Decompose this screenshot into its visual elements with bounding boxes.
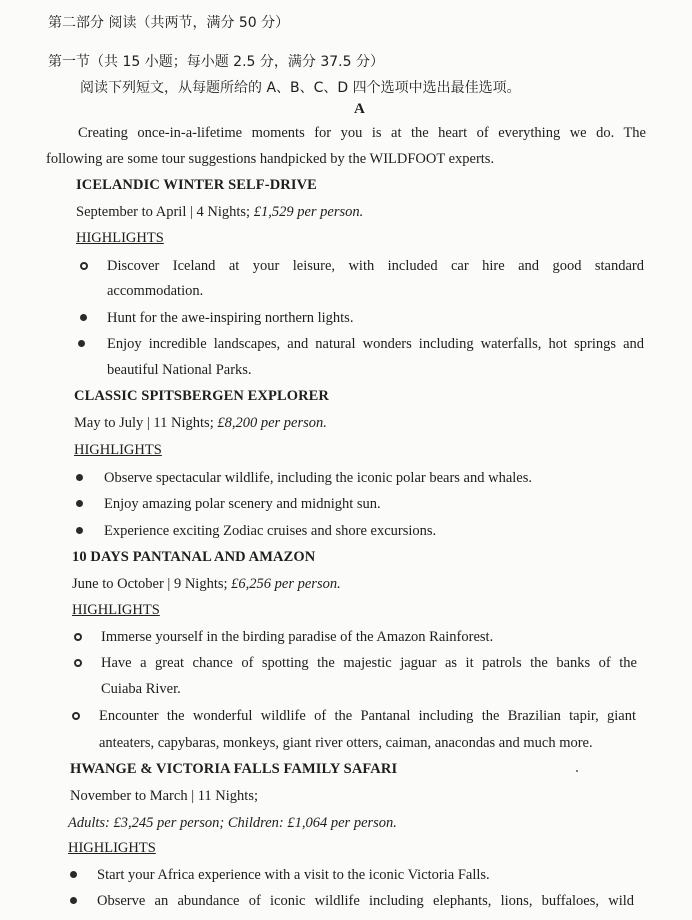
bullet-icon [72, 712, 80, 720]
intro-line-2: following are some tour suggestions handpicked by the WILDFOOT experts. [46, 151, 495, 167]
intro-line-1: Creating once-in-a-lifetime moments for you is at the heart of everything we do. The [78, 125, 646, 141]
bullet-icon [74, 633, 82, 641]
highlights-label: HIGHLIGHTS [74, 442, 162, 458]
instruction: 阅读下列短文，从每题所给的 A、B、C、D 四个选项中选出最佳选项。 [80, 80, 521, 96]
tour-price: £6,256 per person. [231, 576, 341, 592]
highlight-item-line: Encounter the wonderful wildlife of the Pantanal including the Brazilian tapir, giant [99, 708, 636, 724]
tour-dates [72, 576, 341, 593]
tour-price: Adults: £3,245 per person; Children: £1,064 per person. [68, 815, 397, 831]
tour-price: £1,529 per person. [253, 204, 364, 220]
section-title: 第一节（共 15 小题；每小题 2.5 分，满分 37.5 分） [48, 54, 384, 70]
tour-title: 10 DAYS PANTANAL AND AMAZON [72, 549, 316, 565]
highlight-item-line: beautiful National Parks. [107, 362, 252, 378]
highlight-item-line: accommodation. [107, 283, 204, 299]
highlights-label: HIGHLIGHTS [68, 840, 156, 856]
tour-price: £8,200 per person. [217, 415, 327, 431]
tour-dates [74, 415, 327, 432]
part-title: 第二部分 阅读（共两节，满分 50 分） [48, 15, 290, 31]
highlight-item-line: Enjoy amazing polar scenery and midnight sun. [104, 496, 381, 512]
passage-label: A [354, 101, 365, 117]
bullet-icon [76, 527, 83, 534]
highlights-label: HIGHLIGHTS [72, 602, 160, 618]
highlight-item-line: anteaters, capybaras, monkeys, giant river otters, caiman, anacondas and much more. [99, 735, 593, 751]
tour-title: ICELANDIC WINTER SELF-DRIVE [76, 177, 317, 193]
highlight-item-line: Observe an abundance of iconic wildlife including elephants, lions, buffaloes, wild [97, 893, 634, 909]
tour-dates-text: June to October | 9 Nights; [72, 576, 232, 592]
bullet-icon [70, 871, 77, 878]
tour-title: CLASSIC SPITSBERGEN EXPLORER [74, 388, 330, 404]
highlight-item-line: Immerse yourself in the birding paradise of the Amazon Rainforest. [101, 629, 494, 645]
highlight-item-line: Hunt for the awe-inspiring northern lights. [107, 310, 354, 326]
bullet-icon [74, 659, 82, 667]
highlight-item-line: Have a great chance of spotting the majestic jaguar as it patrols the banks of the [101, 655, 637, 671]
highlight-item-line: Enjoy incredible landscapes, and natural wonders including waterfalls, hot springs and [107, 336, 644, 352]
highlight-item-line: Experience exciting Zodiac cruises and shore excursions. [104, 523, 437, 539]
bullet-icon [76, 474, 83, 481]
bullet-icon [78, 340, 85, 347]
highlight-item-line: Observe spectacular wildlife, including the iconic polar bears and whales. [104, 470, 532, 486]
tour-dates-text: September to April | 4 Nights; [76, 204, 254, 220]
bullet-icon [80, 314, 87, 321]
highlight-item-line: Cuiaba River. [101, 681, 181, 697]
bullet-icon [70, 897, 77, 904]
tour-dates: November to March | 11 Nights; [70, 788, 259, 804]
highlight-item-line: Start your Africa experience with a visit to the iconic Victoria Falls. [97, 867, 490, 883]
bullet-icon [76, 500, 83, 507]
tour-dates-text: May to July | 11 Nights; [74, 415, 218, 431]
highlight-item-line: Discover Iceland at your leisure, with included car hire and good standard [107, 258, 644, 274]
highlights-label: HIGHLIGHTS [76, 230, 164, 246]
tour-title: HWANGE & VICTORIA FALLS FAMILY SAFARI [70, 761, 398, 777]
bullet-icon [80, 262, 88, 270]
tour-dates [76, 204, 363, 221]
speck [576, 770, 578, 772]
